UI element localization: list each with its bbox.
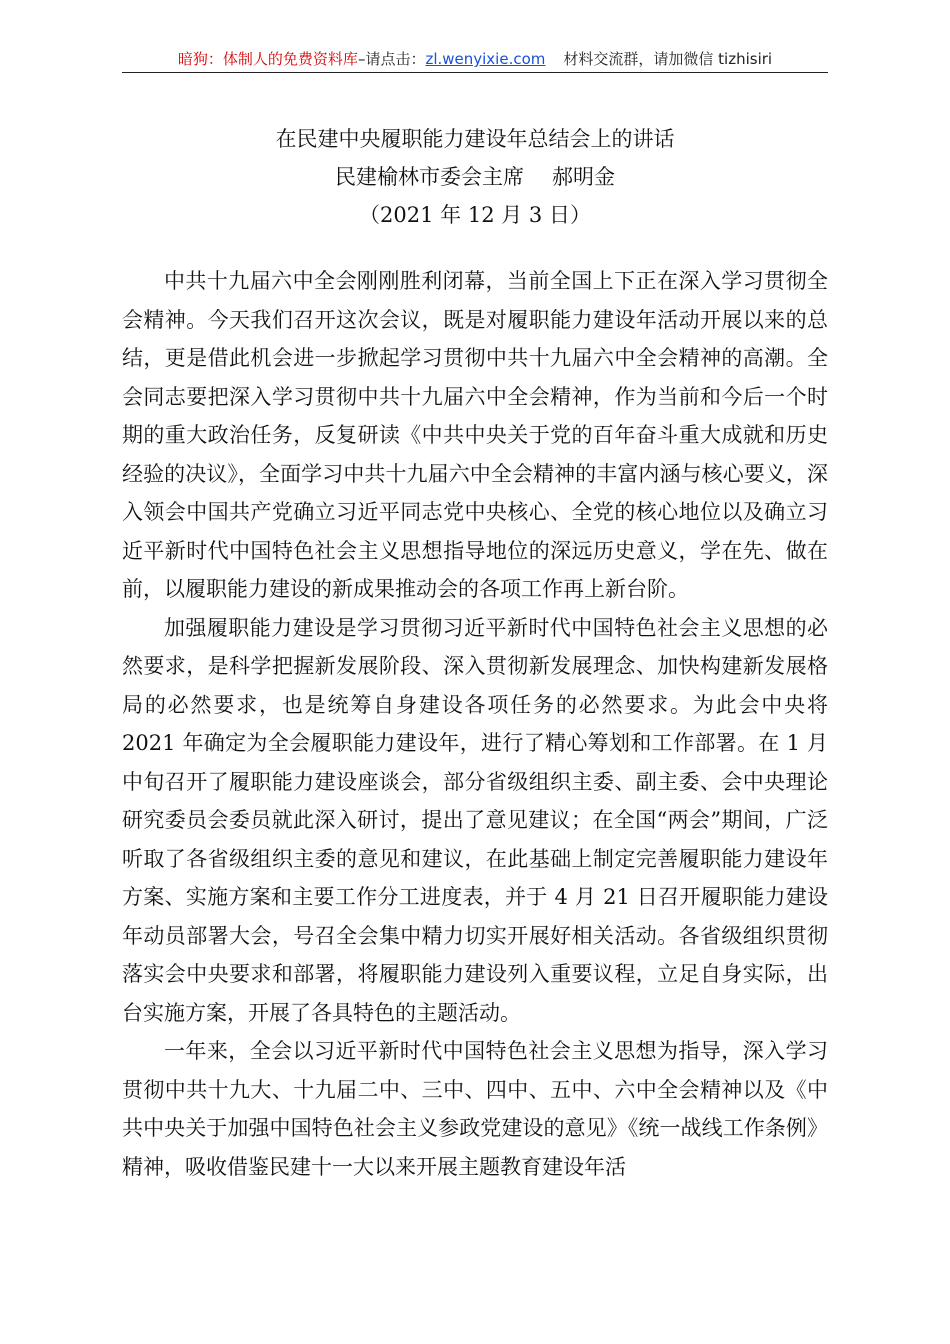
header-separator: –请点击： — [357, 50, 426, 68]
speaker-name: 郝明金 — [552, 165, 615, 189]
document-body — [122, 262, 828, 1186]
document-heading — [0, 120, 950, 234]
paragraph: 中共十九届六中全会刚刚胜利闭幕，当前全国上下正在深入学习贯彻全会精神。今天我们召开这次会议，既是对履职能力建设年活动开展以来的总结，更是借此机会进一步掀起学习贯彻中共十九届六中全会精神的高潮。全会同志要把深入学习贯彻中共十九届六中全会精神，作为当前和今后一个时期的重大政治任务，反复研读《中共中央关于党的百年奋斗重大成就和历史经验的决议》，全面学习中共十九届六中全会精神的丰富内涵与核心要义，深入领会中国共产党确立习近平同志党中央核心、全党的核心地位以及确立习近平新时代中国特色社会主义思想指导地位的深远历史意义，学在先、做在前，以履职能力建设的新成果推动会的各项工作再上新台阶。 — [122, 269, 828, 601]
header-note: 材料交流群，请加微信 tizhisiri — [563, 50, 773, 68]
paragraph: 一年来，全会以习近平新时代中国特色社会主义思想为指导，深入学习贯彻中共十九大、十九届二中、三中、四中、五中、六中全会精神以及《中共中央关于加强中国特色社会主义参政党建设的意见》《统一战线工作条例》精神，吸收借鉴民建十一大以来开展主题教育建设年活 — [122, 1039, 828, 1179]
speaker-line — [0, 158, 950, 196]
paragraph: 加强履职能力建设是学习贯彻习近平新时代中国特色社会主义思想的必然要求，是科学把握新发展阶段、深入贯彻新发展理念、加快构建新发展格局的必然要求，也是统筹自身建设各项任务的必然要求。为此会中央将 2021 年确定为全会履职能力建设年，进行了精心筹划和工作部署。在 1 月中旬召开了履职能力建设座谈会，部分省级组织主委、副主委、会中央理论研究委员会委员就此深入研讨，提出了意见建议；在全国“两会”期间，广泛听取了各省级组织主委的意见和建议，在此基础上制定完善履职能力建设年方案、实施方案和主要工作分工进度表，并于 4 月 21 日召开履职能力建设年动员部署大会，号召全会集中精力切实开展好相关活动。各省级组织贯彻落实会中央要求和部署，将履职能力建设列入重要议程，立足自身实际，出台实施方案，开展了各具特色的主题活动。 — [122, 615, 828, 1025]
header-brand: 暗狗：体制人的免费资料库 — [177, 50, 358, 68]
speech-date: （2021 年 12 月 3 日） — [359, 203, 591, 227]
speaker-role: 民建榆林市委会主席 — [335, 165, 524, 189]
page-header — [122, 46, 828, 73]
document-title: 在民建中央履职能力建设年总结会上的讲话 — [275, 127, 675, 151]
header-link[interactable]: zl.wenyixie.com — [425, 50, 546, 68]
